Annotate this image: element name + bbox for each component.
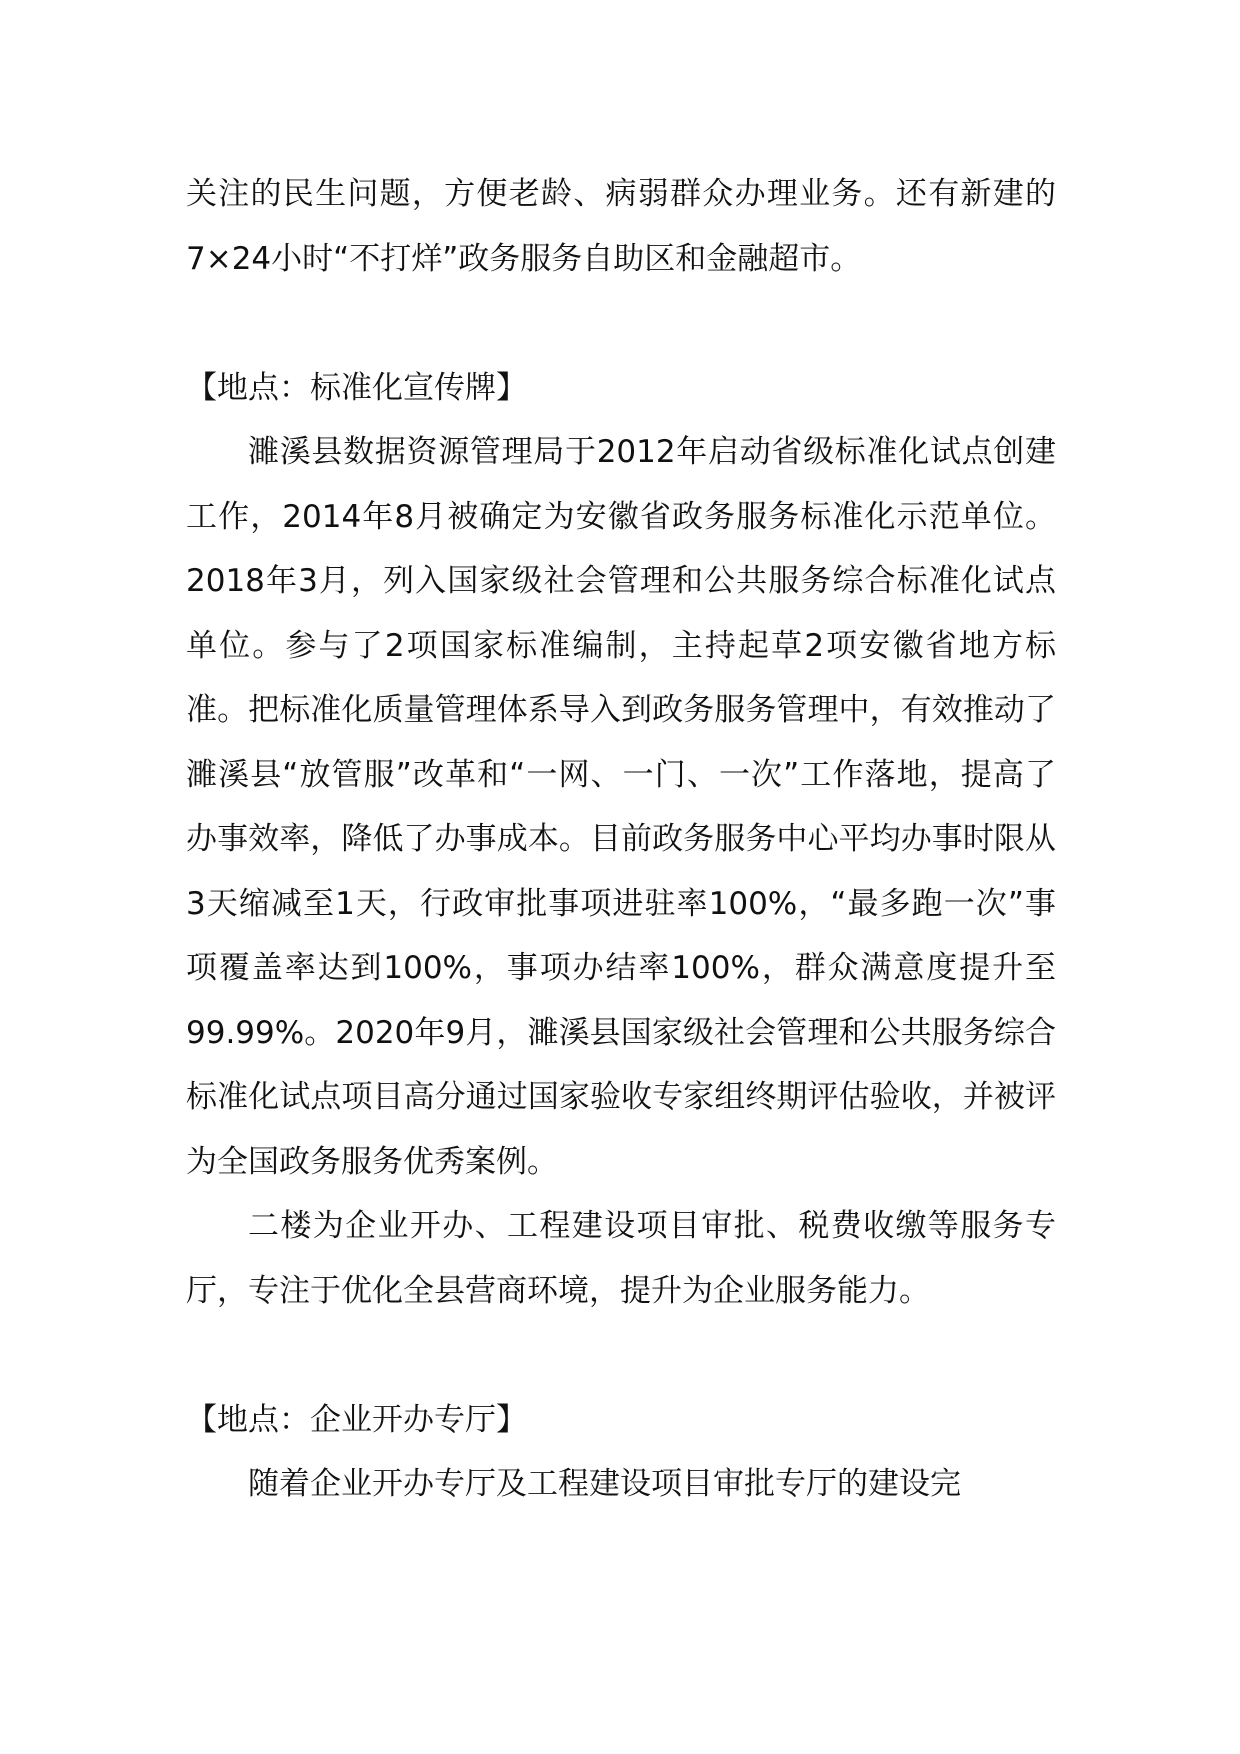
paragraph-second-floor: 二楼为企业开办、工程建设项目审批、税费收缴等服务专厅，专注于优化全县营商环境，提升为企业服务能力。 [186,1208,1056,1309]
paragraph-intro-continuation: 关注的民生问题，方便老龄、病弱群众办理业务。还有新建的7×24小时“不打烊”政务服务自助区和金融超市。 [186,176,1056,277]
location-heading-standardization-board: 【地点：标准化宣传牌】 [186,369,527,406]
document-body [186,162,1056,1517]
paragraph-standardization: 濉溪县数据资源管理局于2012年启动省级标准化试点创建工作，2014年8月被确定为安徽省政务服务标准化示范单位。2018年3月，列入国家级社会管理和公共服务综合标准化试点单位。参与了2项国家标准编制，主持起草2项安徽省地方标准。把标准化质量管理体系导入到政务服务管理中，有效推动了濉溪县“放管服”改革和“一网、一门、一次”工作落地，提高了办事效率，降低了办事成本。目前政务服务中心平均办事时限从3天缩减至1天，行政审批事项进驻率100%，“最多跑一次”事项覆盖率达到100%，事项办结率100%，群众满意度提升至99.99%。2020年9月，濉溪县国家级社会管理和公共服务综合标准化试点项目高分通过国家验收专家组终期评估验收，并被评为全国政务服务优秀案例。 [186,434,1056,1180]
paragraph-enterprise-hall: 随着企业开办专厅及工程建设项目审批专厅的建设完 [248,1466,961,1502]
location-heading-enterprise-hall: 【地点：企业开办专厅】 [186,1401,527,1438]
